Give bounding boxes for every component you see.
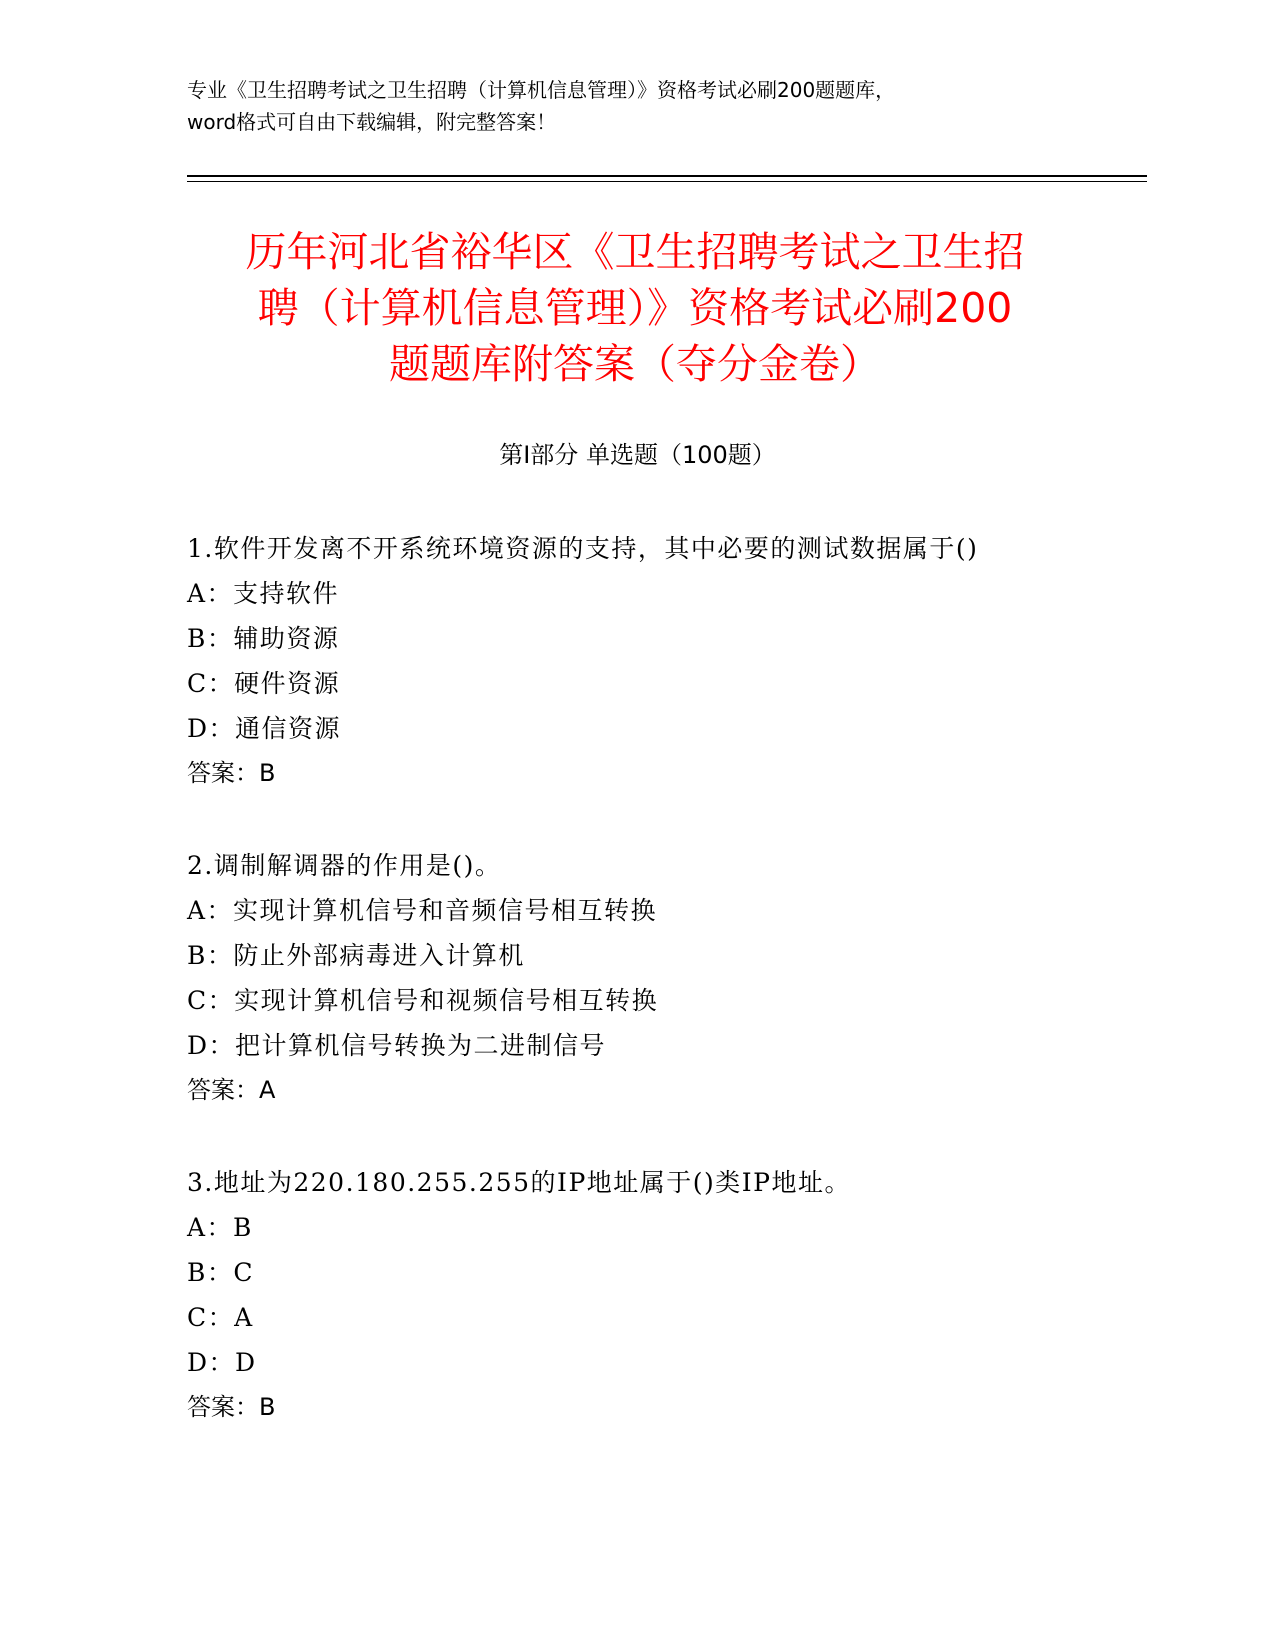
- document-title: [195, 224, 1075, 392]
- question-option-a: A：B: [187, 1213, 253, 1242]
- question-option-d: D：D: [187, 1348, 257, 1377]
- question-option-c: C：实现计算机信号和视频信号相互转换: [187, 986, 659, 1015]
- question-answer: 答案：A: [187, 1076, 276, 1104]
- question-option-b: B：防止外部病毒进入计算机: [187, 941, 525, 970]
- question-answer: 答案：B: [187, 759, 276, 787]
- question-option-a: A：支持软件: [187, 579, 340, 608]
- question-option-b: B：C: [187, 1258, 255, 1287]
- header-note-line-2: word格式可自由下载编辑，附完整答案！: [187, 110, 557, 134]
- question-stem: 2.调制解调器的作用是()。: [187, 851, 502, 880]
- question-option-c: C：硬件资源: [187, 669, 341, 698]
- title-line-1: 历年河北省裕华区《卫生招聘考试之卫生招: [245, 228, 1025, 276]
- question-stem: 3.地址为220.180.255.255的IP地址属于()类IP地址。: [187, 1168, 851, 1197]
- question-stem: 1.软件开发离不开系统环境资源的支持，其中必要的测试数据属于(): [187, 534, 979, 563]
- header-rule-thick: [187, 175, 1147, 177]
- question-option-a: A：实现计算机信号和音频信号相互转换: [187, 896, 658, 925]
- question-answer: 答案：B: [187, 1393, 276, 1421]
- header-note: [187, 74, 1087, 138]
- question-item: [187, 526, 1187, 796]
- question-option-c: C：A: [187, 1303, 254, 1332]
- title-line-3: 题题库附答案（夺分金卷）: [389, 340, 881, 388]
- question-item: [187, 1160, 1187, 1430]
- question-item: [187, 843, 1187, 1113]
- title-line-2: 聘（计算机信息管理）》资格考试必刷200: [257, 284, 1013, 332]
- question-list: [187, 526, 1187, 1477]
- header-note-line-1: 专业《卫生招聘考试之卫生招聘（计算机信息管理）》资格考试必刷200题题库，: [187, 78, 896, 102]
- question-option-d: D：把计算机信号转换为二进制信号: [187, 1031, 607, 1060]
- question-option-b: B：辅助资源: [187, 624, 340, 653]
- header-rule-thin: [187, 181, 1147, 182]
- section-heading: 第Ⅰ部分 单选题（100题）: [499, 441, 776, 469]
- question-option-d: D：通信资源: [187, 714, 342, 743]
